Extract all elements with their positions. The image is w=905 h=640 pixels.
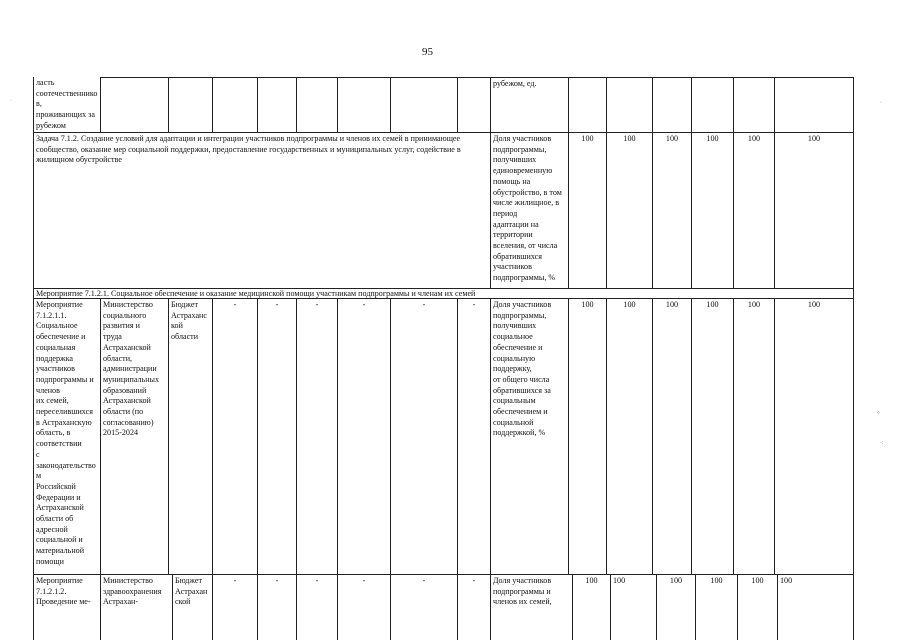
row0-col6 [296,77,338,133]
measure-1-value-2: 100 [606,298,653,575]
measure-1-source: Бюджет Астраханской области [168,298,213,575]
measure-2-value-2: 100 [610,574,657,640]
measure-1-value-4: 100 [691,298,734,575]
measure-1-executor: Министерство социального развития и труда Астраханской области, администрации муниципальных образований Астраханской области (по согласованию) 2015-2024 [100,298,169,575]
measure-2-cost-6: - [457,574,491,640]
task-value-3: 100 [652,132,692,289]
measure-2-value-6: 100 [777,574,854,640]
measure-1-cost-6: - [457,298,491,575]
row0-col3 [168,77,213,133]
task-value-5: 100 [733,132,775,289]
measure-2-cost-1: - [212,574,258,640]
scan-speck: ⁘ [876,411,882,417]
measure-1-name: Мероприятие 7.1.2.1.1. Социальное обеспечение и социальная поддержка участников подпрограммы и членов их семей, переселившихся в Астраханскую область, в соответствии с законодательством Российской Федерации и Астраханской области об адресной социальной и материальной помощи [33,298,101,575]
measure-2-name: Мероприятие 7.1.2.1.2. Проведение ме- [33,574,101,640]
row0-col5 [257,77,297,133]
row0-val4 [691,77,734,133]
scan-speck: ⁖ [880,441,884,447]
row0-val6 [774,77,854,133]
measure-header: Мероприятие 7.1.2.1. Социальное обеспечение и оказание медицинской помощи участникам подпрограммы и членам их семей [33,288,854,299]
measure-1-cost-5: - [390,298,458,575]
measure-1-value-1: 100 [568,298,607,575]
page-number: 95 [422,46,433,58]
row0-col7 [337,77,391,133]
task-value-2: 100 [606,132,653,289]
row0-col4 [212,77,258,133]
measure-2-source: Бюджет Астраханской [172,574,213,640]
measure-1-indicator: Доля участников подпрограммы, получивших социальное обеспечение и социальную поддержку, от общего числа обратившихся за социальным обеспечением и социальной поддержкой, % [490,298,569,575]
task-value-1: 100 [568,132,607,289]
row0-col2 [100,77,169,133]
measure-1-value-6: 100 [774,298,854,575]
measure-1-cost-1: - [212,298,258,575]
measure-2-indicator: Доля участников подпрограммы и членов их семей, [490,574,573,640]
measure-1-value-3: 100 [652,298,692,575]
row0-val2 [606,77,653,133]
measure-1-cost-2: - [257,298,297,575]
measure-2-cost-2: - [257,574,297,640]
task-value-6: 100 [774,132,854,289]
row0-col8 [390,77,458,133]
measure-2-cost-4: - [337,574,391,640]
measure-2-executor: Министерство здравоохранения Астрахан- [100,574,173,640]
measure-1-cost-4: - [337,298,391,575]
row0-val5 [733,77,775,133]
row0-val3 [652,77,692,133]
task-value-4: 100 [691,132,734,289]
row0-col9 [457,77,491,133]
row0-indicator: рубежом, ед. [490,77,569,133]
measure-2-value-5: 100 [737,574,778,640]
task-indicator: Доля участников подпрограммы, получивших единовременную помощь на обустройство, в том числе жилищное, в период адаптации на территории вселения, от числа обратившихся участников подпрограммы, % [490,132,569,289]
measure-2-value-3: 100 [656,574,696,640]
scan-speck: · [10,98,12,104]
measure-1-cost-3: - [296,298,338,575]
scan-speck: · [880,100,882,106]
row0-val1 [568,77,607,133]
row0-col1: ласть соотечественников, проживающих за рубежом [33,77,101,133]
measure-2-value-4: 100 [695,574,738,640]
measure-2-value-1: 100 [572,574,611,640]
measure-2-cost-3: - [296,574,338,640]
measure-1-value-5: 100 [733,298,775,575]
measure-2-cost-5: - [390,574,458,640]
task-description: Задача 7.1.2. Создание условий для адаптации и интеграции участников подпрограммы и членов их семей в принимающее сообщество, оказание мер социальной поддержки, предоставление государственных и муниципальных услуг, содействие в жилищном обустройстве [33,132,491,289]
